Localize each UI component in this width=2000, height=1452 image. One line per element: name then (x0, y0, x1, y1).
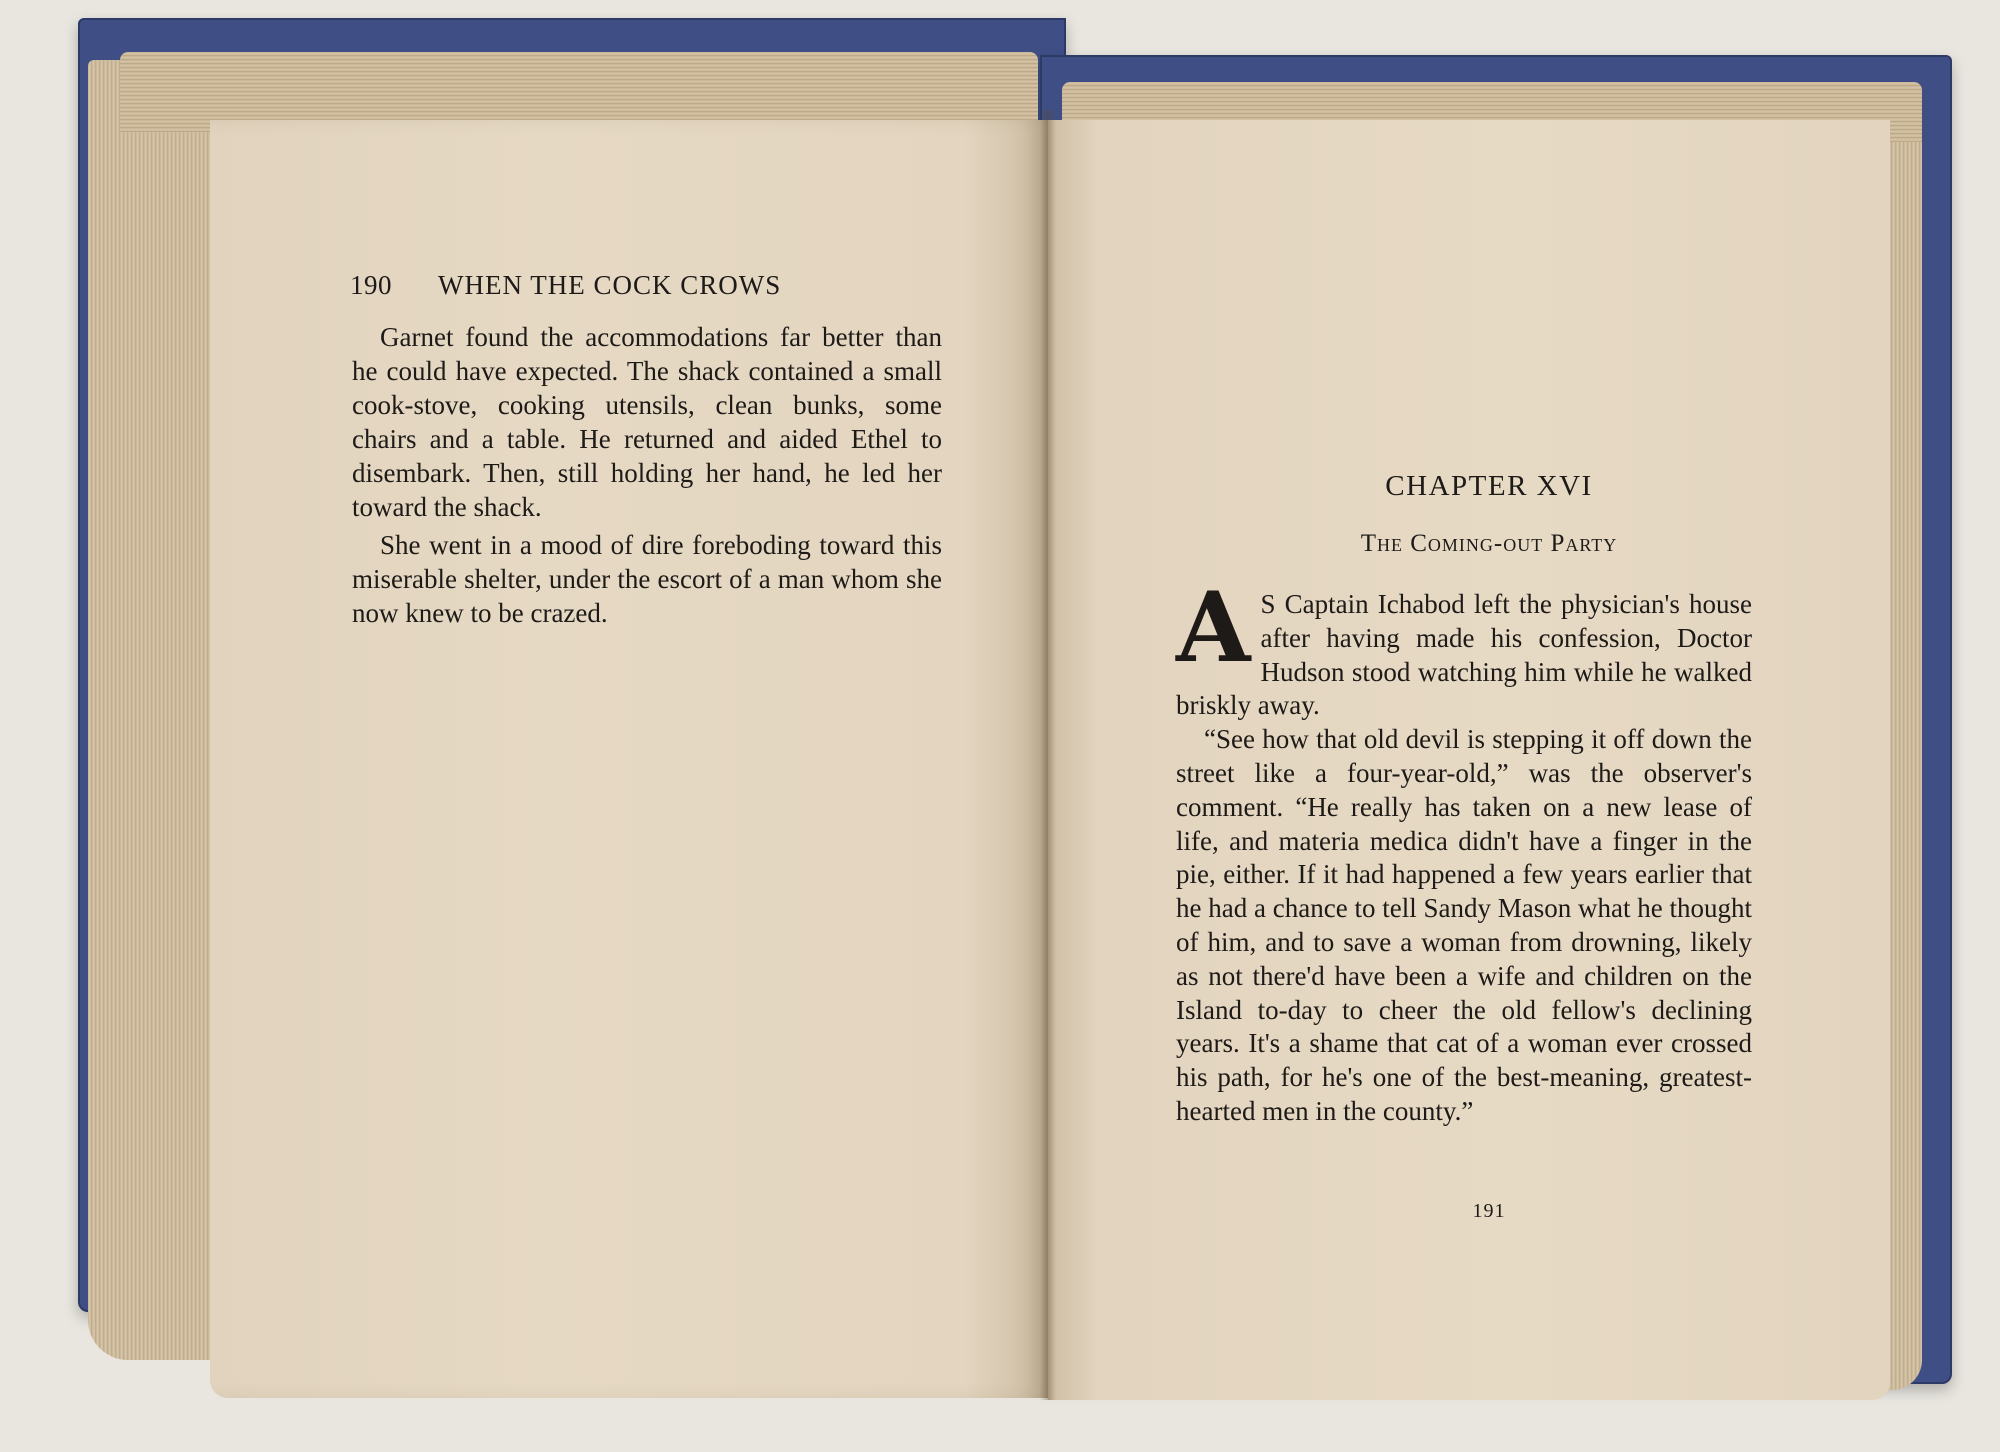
page-number-right: 191 (1472, 1200, 1506, 1222)
chapter-subtitle: The Coming-out Party (1360, 530, 1618, 557)
running-head (350, 270, 950, 301)
paragraph: “See how that old devil is stepping it off down the street like a four-year-old,” was the observer's comment. “He really has taken on a new lease of life, and materia medica didn't have a finger in the pie, either. If it had happened a few years earlier that he had a chance to tell Sandy Mason what he thought of him, and to save a woman from drowning, likely as not there'd have been a wife and children on the Island to-day to cheer the old fellow's declining years. It's a shame that cat of a woman ever crossed his path, for he's one of the best-meaning, greatest-hearted men in the county.” (1176, 724, 1752, 1126)
running-head-title: WHEN THE COCK CROWS (438, 270, 782, 300)
right-page-body (1176, 571, 1752, 1129)
page-number-left: 190 (350, 270, 392, 300)
chapter-title: CHAPTER XVI (1385, 470, 1593, 502)
paragraph-text: S Captain Ichabod left the physician's house after having made his confession, Doctor Hudson stood watching him while he walked briskly away. (1176, 589, 1752, 721)
paragraph (1176, 571, 1752, 723)
book-gutter (1040, 110, 1056, 1400)
drop-cap: A (1176, 571, 1251, 684)
page-edges-left (88, 60, 218, 1360)
paragraph: Garnet found the accommodations far better than he could have expected. The shack contained a small cook-stove, cooking utensils, clean bunks, some chairs and a table. He returned and aided Ethel to disembark. Then, still holding her hand, he led her toward the shack. (352, 322, 942, 522)
right-page (1048, 120, 1890, 1400)
paragraph: She went in a mood of dire foreboding toward this miserable shelter, under the escort of a man whom she now knew to be crazed. (352, 530, 942, 628)
left-page-body (352, 320, 942, 630)
left-page (210, 120, 1048, 1398)
